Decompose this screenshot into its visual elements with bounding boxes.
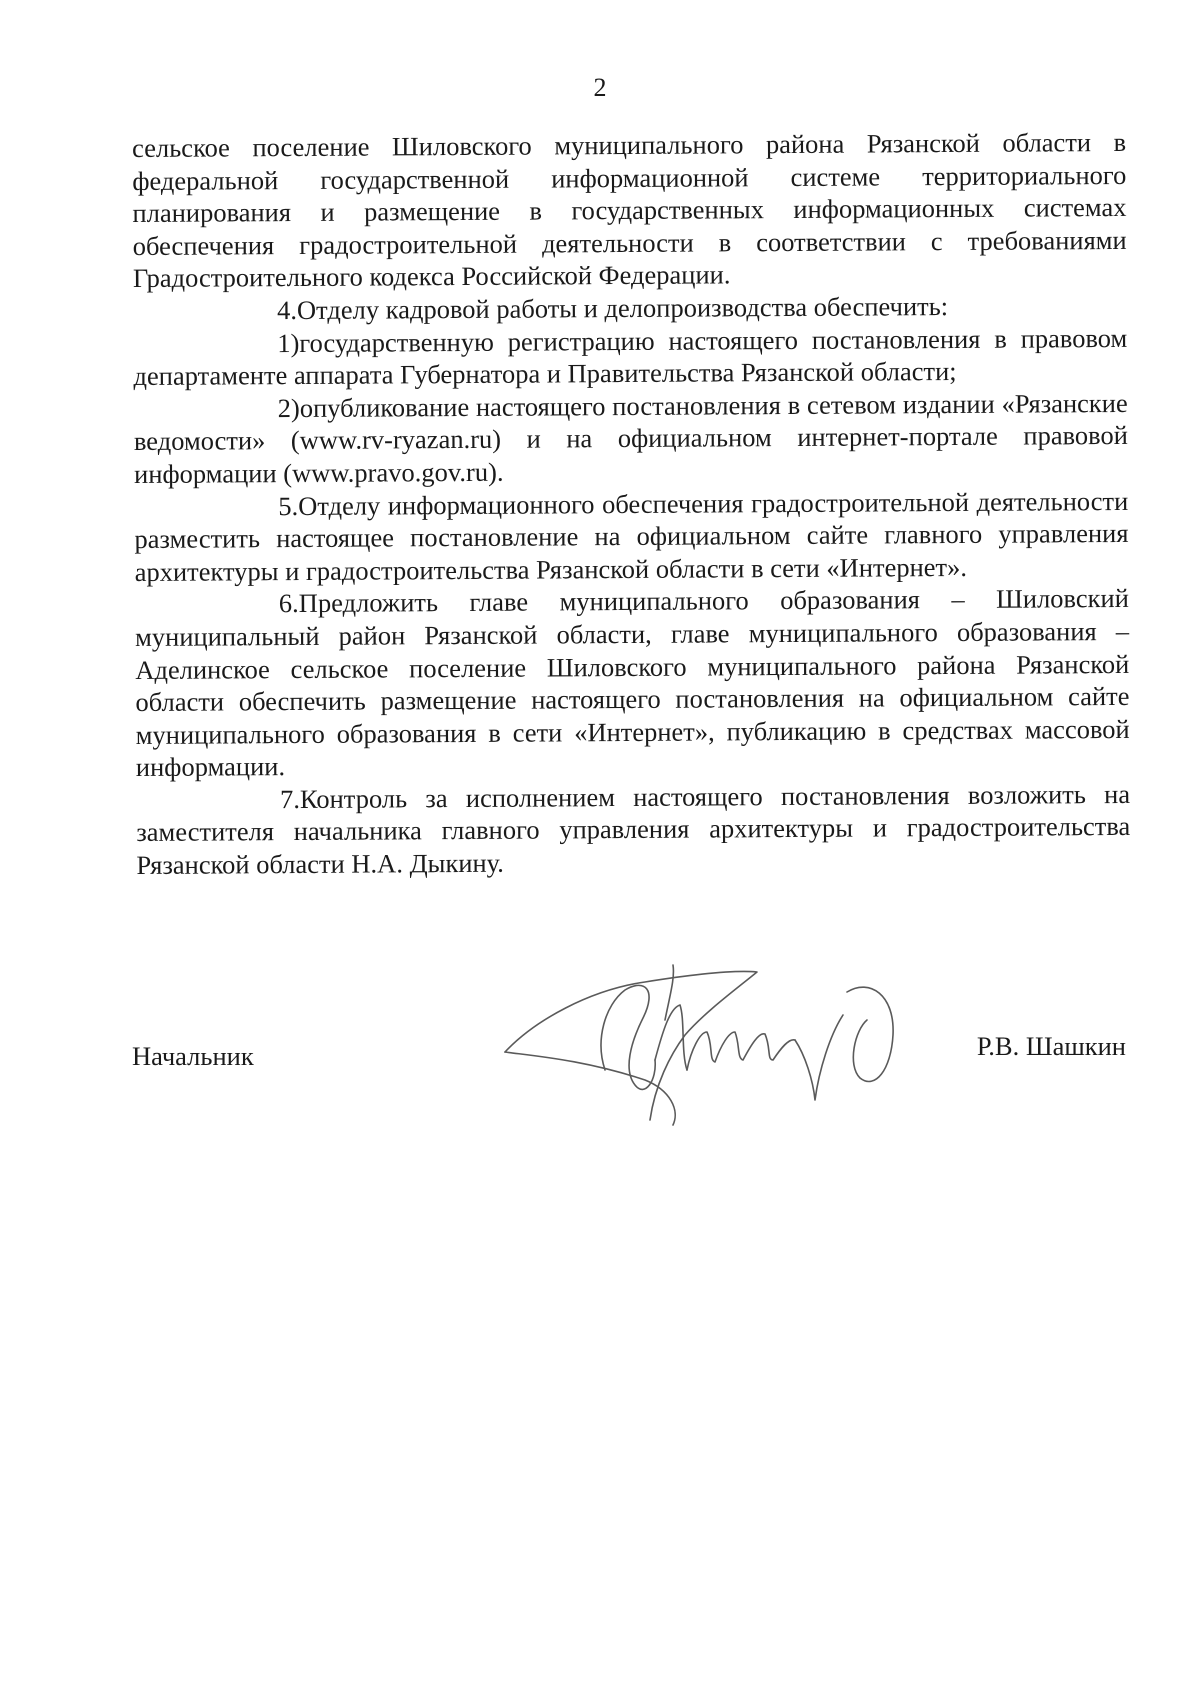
signatory-name: Р.В. Шашкин [976, 1031, 1126, 1061]
paragraph-text: опубликование настоящего постановления в сетевом издании «Рязанские ведомости» (www.rv-ryazan.ru) и на официальном интернет-портале правовой информации (www.pravo.gov.ru). [133, 387, 1128, 489]
paragraph-text: Отделу информационного обеспечения градостроительной деятельности разместить настоящее постановление на официальном сайте главного управления архитектуры и градостроительства Рязанской области в сети «Интернет». [134, 485, 1129, 587]
document-body [132, 126, 1131, 882]
paragraph-text: Контроль за исполнением настоящего постановления возложить на заместителя начальника главного управления архитектуры и градостроительства Рязанской области Н.А. Дыкину. [136, 778, 1131, 881]
paragraph-number: 7. [279, 783, 301, 814]
paragraph-text: государственную регистрацию настоящего постановления в правовом департаменте аппарата Губернатора и Правительства Рязанской области; [133, 322, 1128, 392]
signatory-title: Начальник [132, 1041, 254, 1071]
paragraph-number: 2) [277, 392, 300, 423]
paragraph-item-6 [135, 582, 1130, 784]
paragraph-subitem-1 [133, 321, 1127, 392]
page-number: 2 [593, 73, 607, 102]
paragraph-number: 4. [276, 294, 298, 326]
signature-block [132, 1010, 1126, 1130]
paragraph-item-7 [136, 778, 1131, 882]
paragraph-number: 5. [278, 490, 299, 521]
paragraph-number: 6. [278, 588, 299, 619]
paragraph-continuation [132, 126, 1127, 295]
paragraph-text: Отделу кадровой работы и делопроизводства обеспечить: [296, 290, 949, 325]
paragraph-item-5 [134, 484, 1129, 588]
paragraph-text: сельское поселение Шиловского муниципального района Рязанской области в федеральной государственной информационной системе территориального планирования и размещение в государственных информационных системах обеспечения градостроительной деятельности в соответствии с требованиями Градостроительного кодекса Российской Федерации. [132, 126, 1127, 294]
paragraph-text: Предложить главе муниципального образования – Шиловский муниципальный район Рязанской области, главе муниципального образования – Аделинское сельское поселение Шиловского муниципального района Рязанской области обеспечить размещение настоящего постановления на официальном сайте муниципального образования в сети «Интернет», публикацию в средствах массовой информации. [134, 583, 1130, 783]
paragraph-subitem-2 [134, 387, 1129, 491]
paragraph-number: 1) [277, 327, 300, 358]
